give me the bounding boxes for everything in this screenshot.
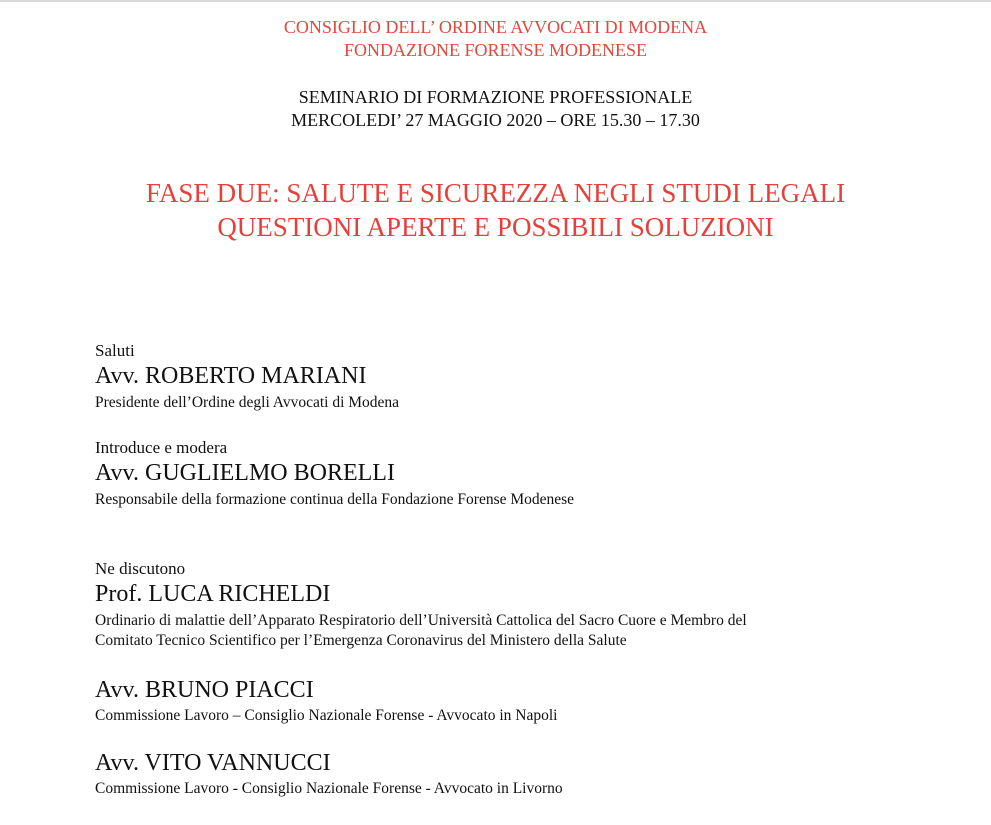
organizer-line-1: CONSIGLIO DELL’ ORDINE AVVOCATI DI MODENA (283, 17, 708, 37)
discussants-label: Ne discutono (95, 559, 186, 578)
speaker-role-richeldi-line-2: Comitato Tecnico Scientifico per l’Emergenza Coronavirus del Ministero della Salute (95, 632, 627, 649)
speaker-role-richeldi-line-1: Ordinario di malattie dell’Apparato Respiratorio dell’Università Cattolica del Sacro Cuore e Membro del (95, 612, 747, 629)
speaker-name-richeldi: Prof. LUCA RICHELDI (95, 581, 331, 607)
title-line-2: QUESTIONI APERTE E POSSIBILI SOLUZIONI (217, 212, 774, 242)
speaker-name-borelli: Avv. GUGLIELMO BORELLI (95, 460, 395, 486)
speaker-role-borelli: Responsabile della formazione continua della Fondazione Forense Modenese (95, 491, 575, 508)
moderator-label: Introduce e modera (95, 438, 228, 457)
speaker-name-vannucci: Avv. VITO VANNUCCI (95, 750, 331, 776)
organizer-line-2: FONDAZIONE FORENSE MODENESE (343, 40, 647, 60)
seminar-title (0, 176, 991, 244)
page-top-edge (0, 0, 991, 2)
greetings-label: Saluti (95, 341, 135, 360)
seminar-type: SEMINARIO DI FORMAZIONE PROFESSIONALE (298, 87, 693, 107)
speaker-name-mariani: Avv. ROBERTO MARIANI (95, 363, 367, 389)
organizer-header (0, 16, 991, 62)
speaker-role-piacci: Commissione Lavoro – Consiglio Nazionale Forense - Avvocato in Napoli (95, 707, 558, 724)
seminar-info (0, 86, 991, 132)
speaker-role-vannucci: Commissione Lavoro - Consiglio Nazionale Forense - Avvocato in Livorno (95, 780, 563, 797)
speaker-name-piacci: Avv. BRUNO PIACCI (95, 677, 314, 703)
seminar-date-time: MERCOLEDI’ 27 MAGGIO 2020 – ORE 15.30 – 17.30 (291, 110, 700, 130)
title-line-1: FASE DUE: SALUTE E SICUREZZA NEGLI STUDI LEGALI (145, 178, 846, 208)
speaker-role-mariani: Presidente dell’Ordine degli Avvocati di Modena (95, 394, 400, 411)
